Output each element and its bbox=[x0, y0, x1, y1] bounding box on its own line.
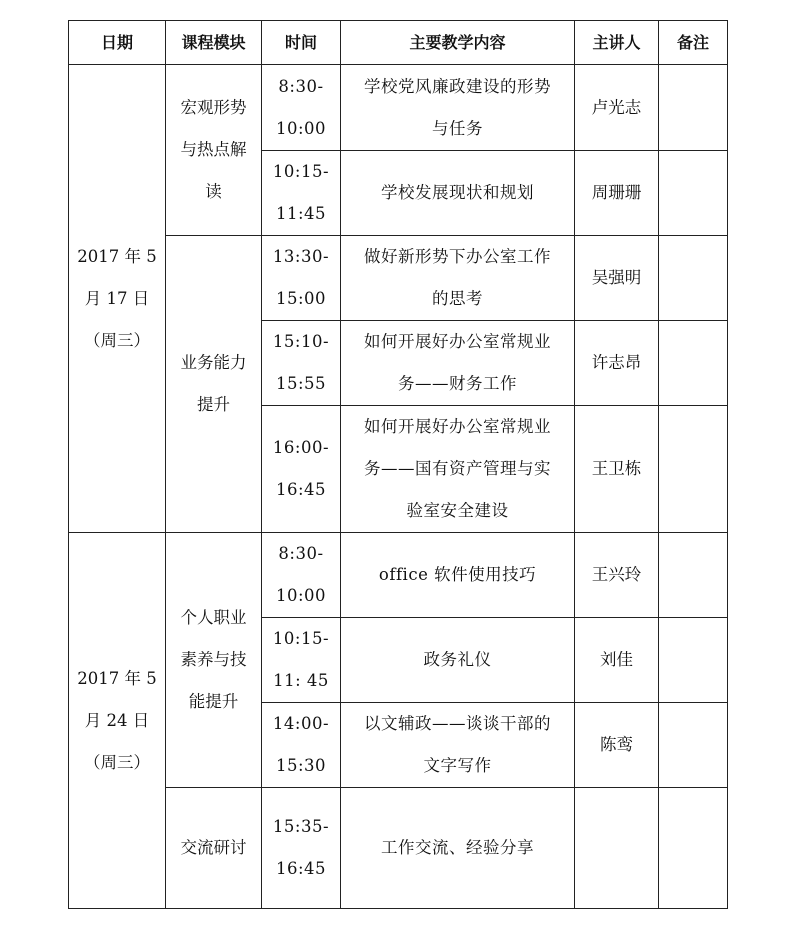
content-cell bbox=[341, 406, 575, 533]
speaker-cell: 吴强明 bbox=[575, 236, 659, 321]
time-cell bbox=[262, 618, 341, 703]
speaker-cell: 王卫栋 bbox=[575, 406, 659, 533]
content-line: 学校发展现状和规划 bbox=[381, 183, 534, 202]
time-start: 10:15- bbox=[272, 162, 330, 181]
time-end: 11:45 bbox=[275, 204, 327, 223]
module-cell bbox=[166, 65, 262, 236]
date-cell bbox=[69, 533, 166, 909]
content-line: 文字写作 bbox=[423, 756, 492, 775]
header-content: 主要教学内容 bbox=[341, 21, 575, 65]
time-end: 11: 45 bbox=[273, 671, 329, 690]
speaker-cell bbox=[575, 788, 659, 909]
module-cell bbox=[166, 788, 262, 909]
note-cell bbox=[659, 151, 728, 236]
date-line: 月 17 日 bbox=[84, 288, 150, 308]
time-cell bbox=[262, 236, 341, 321]
content-line: 如何开展好办公室常规业 bbox=[364, 417, 551, 436]
note-cell bbox=[659, 321, 728, 406]
content-line: 的思考 bbox=[432, 289, 483, 308]
content-cell bbox=[341, 151, 575, 236]
table-row bbox=[69, 236, 728, 321]
module-line: 个人职业 bbox=[180, 608, 247, 627]
content-cell bbox=[341, 321, 575, 406]
module-line: 素养与技 bbox=[180, 650, 247, 669]
note-cell bbox=[659, 618, 728, 703]
time-end: 16:45 bbox=[275, 480, 327, 499]
time-start: 10:15- bbox=[272, 629, 330, 648]
content-line: 政务礼仪 bbox=[423, 650, 492, 669]
time-end: 10:00 bbox=[275, 118, 327, 138]
speaker-cell: 王兴玲 bbox=[575, 533, 659, 618]
speaker-cell: 卢光志 bbox=[575, 65, 659, 151]
module-line: 宏观形势 bbox=[180, 98, 247, 117]
content-line: 务——国有资产管理与实 bbox=[364, 459, 551, 478]
time-start: 15:10- bbox=[272, 332, 330, 351]
header-note: 备注 bbox=[659, 21, 728, 65]
time-end: 15:30 bbox=[275, 756, 327, 775]
note-cell bbox=[659, 236, 728, 321]
table-row bbox=[69, 533, 728, 618]
training-schedule-table bbox=[68, 20, 728, 909]
time-start: 16:00- bbox=[272, 438, 330, 457]
time-end: 15:55 bbox=[275, 374, 327, 393]
time-start: 8:30- bbox=[278, 544, 324, 563]
content-cell bbox=[341, 533, 575, 618]
time-cell bbox=[262, 788, 341, 909]
content-line: office 软件使用技巧 bbox=[378, 565, 537, 584]
time-start: 8:30- bbox=[278, 76, 324, 96]
note-cell bbox=[659, 65, 728, 151]
time-end: 15:00 bbox=[275, 289, 327, 308]
date-cell bbox=[69, 65, 166, 533]
content-cell bbox=[341, 788, 575, 909]
header-time: 时间 bbox=[262, 21, 341, 65]
table-row bbox=[69, 65, 728, 151]
content-line: 以文辅政——谈谈干部的 bbox=[364, 714, 551, 733]
time-cell bbox=[262, 151, 341, 236]
content-cell bbox=[341, 618, 575, 703]
content-line: 学校党风廉政建设的形势 bbox=[364, 76, 551, 96]
time-cell bbox=[262, 703, 341, 788]
module-line: 与热点解 bbox=[180, 140, 247, 159]
module-line: 读 bbox=[205, 182, 222, 201]
module-line: 提升 bbox=[197, 395, 230, 414]
time-end: 10:00 bbox=[275, 586, 327, 605]
content-line: 工作交流、经验分享 bbox=[381, 838, 534, 857]
time-start: 14:00- bbox=[272, 714, 330, 733]
note-cell bbox=[659, 703, 728, 788]
time-end: 16:45 bbox=[275, 859, 327, 878]
note-cell bbox=[659, 788, 728, 909]
content-line: 与任务 bbox=[432, 118, 483, 138]
table-row bbox=[69, 788, 728, 909]
header-row bbox=[69, 21, 728, 65]
content-line: 做好新形势下办公室工作 bbox=[364, 247, 551, 266]
module-line: 业务能力 bbox=[180, 353, 247, 372]
speaker-cell: 刘佳 bbox=[575, 618, 659, 703]
date-line: （周三） bbox=[84, 330, 150, 350]
content-line: 如何开展好办公室常规业 bbox=[364, 332, 551, 351]
speaker-cell: 许志昂 bbox=[575, 321, 659, 406]
content-line: 验室安全建设 bbox=[406, 501, 509, 520]
content-line: 务——财务工作 bbox=[398, 374, 517, 393]
date-line: 月 24 日 bbox=[84, 710, 150, 730]
note-cell bbox=[659, 533, 728, 618]
module-cell bbox=[166, 236, 262, 533]
date-line: 2017 年 5 bbox=[77, 668, 157, 688]
time-cell bbox=[262, 406, 341, 533]
module-line: 交流研讨 bbox=[180, 838, 247, 857]
time-cell bbox=[262, 65, 341, 151]
module-line: 能提升 bbox=[188, 692, 239, 711]
time-cell bbox=[262, 533, 341, 618]
header-module: 课程模块 bbox=[166, 21, 262, 65]
module-cell bbox=[166, 533, 262, 788]
speaker-cell: 陈鸾 bbox=[575, 703, 659, 788]
date-line: （周三） bbox=[84, 752, 150, 772]
speaker-cell: 周珊珊 bbox=[575, 151, 659, 236]
date-line: 2017 年 5 bbox=[77, 246, 157, 266]
content-cell bbox=[341, 65, 575, 151]
time-start: 13:30- bbox=[272, 247, 330, 266]
time-cell bbox=[262, 321, 341, 406]
time-start: 15:35- bbox=[272, 817, 330, 836]
content-cell bbox=[341, 703, 575, 788]
header-date: 日期 bbox=[69, 21, 166, 65]
content-cell bbox=[341, 236, 575, 321]
header-speaker: 主讲人 bbox=[575, 21, 659, 65]
note-cell bbox=[659, 406, 728, 533]
